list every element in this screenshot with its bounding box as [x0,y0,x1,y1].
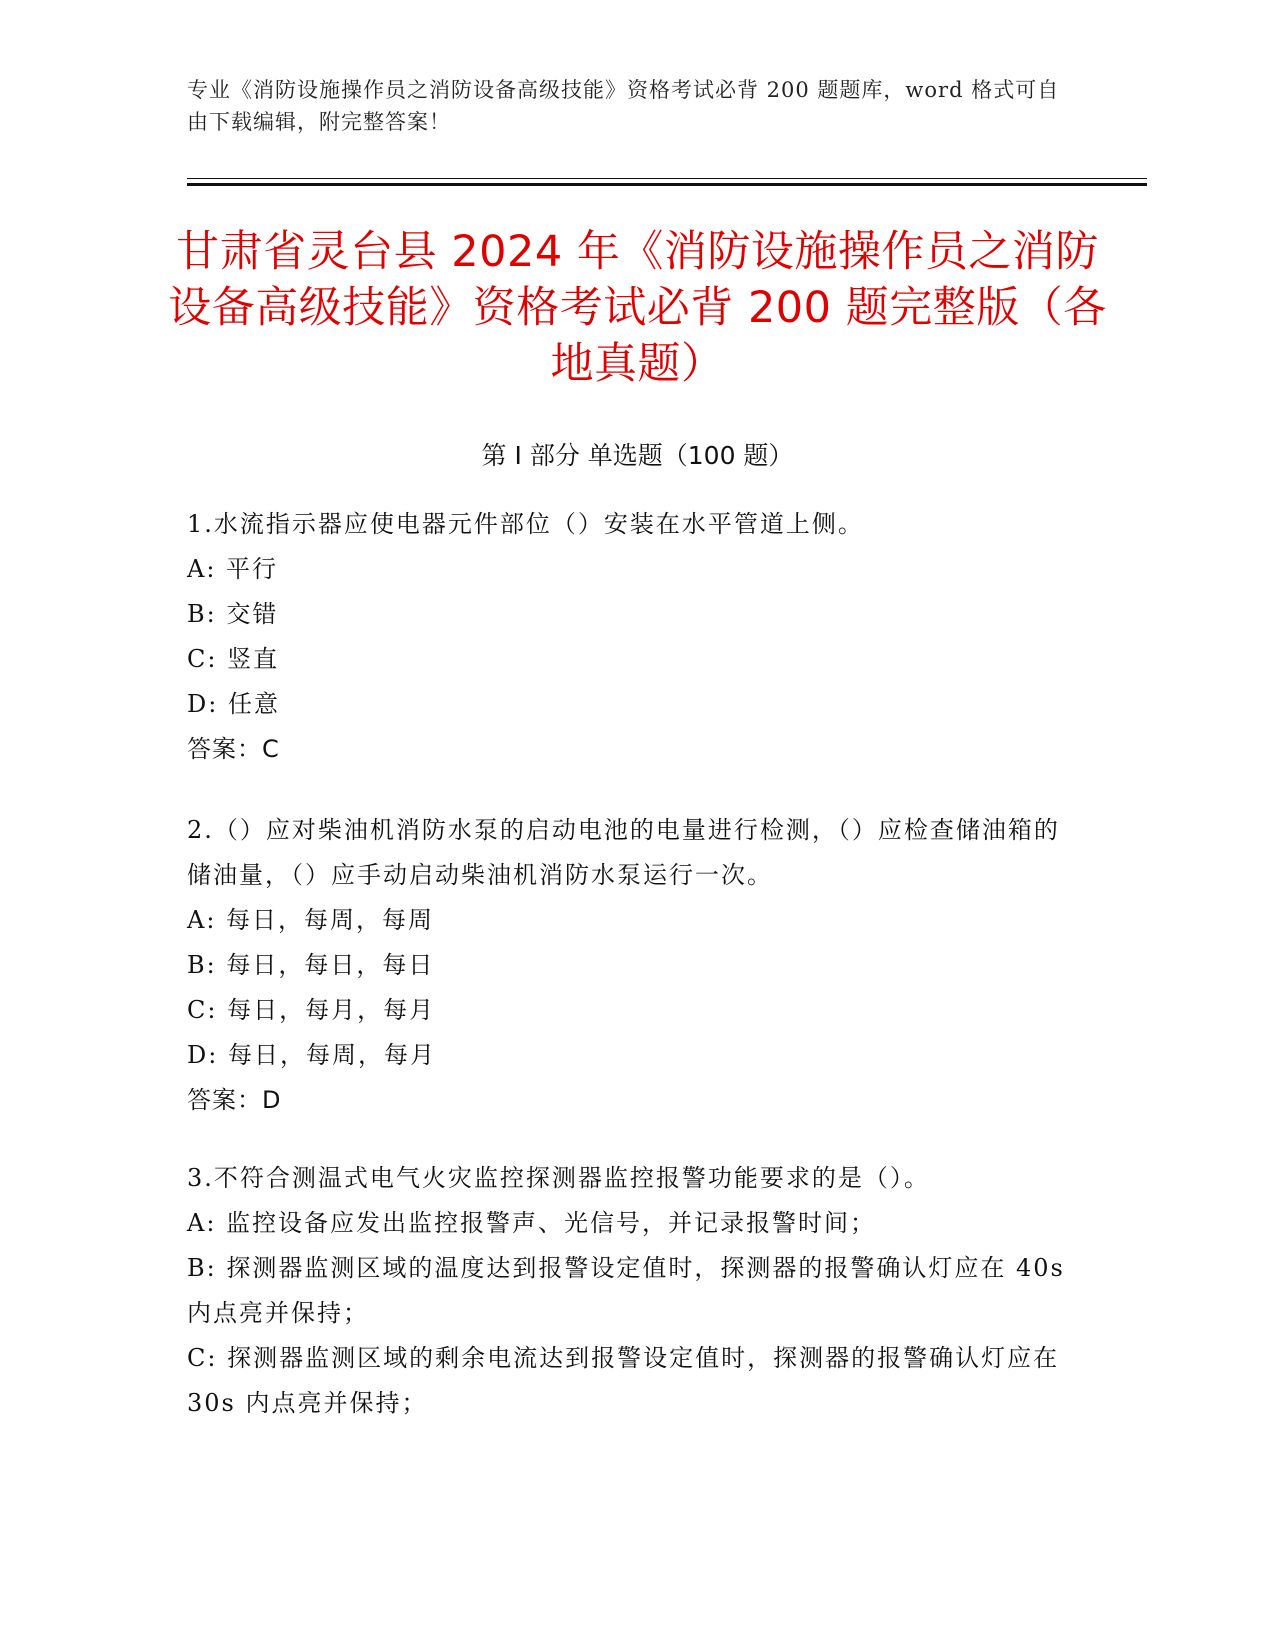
question-1 [187,502,1077,772]
answer: 答案：C [187,735,280,763]
header-rule-thin [187,178,1147,179]
document-title: 甘肃省灵台县 2024 年《消防设施操作员之消防设备高级技能》资格考试必背 200 题完整版（各地真题） [168,227,1107,389]
answer: 答案：D [187,1086,282,1114]
header-note: 专业《消防设施操作员之消防设备高级技能》资格考试必背 200 题题库，word 格式可自由下载编辑，附完整答案！ [187,78,1060,134]
option-a: A: 监控设备应发出监控报警声、光信号，并记录报警时间； [187,1209,877,1237]
section-heading: 第 I 部分 单选题（100 题） [481,441,794,470]
option-c: C: 探测器监测区域的剩余电流达到报警设定值时，探测器的报警确认灯应在 30s 内点亮并保持； [187,1344,1060,1417]
question-stem: 1.水流指示器应使电器元件部位（）安装在水平管道上侧。 [187,510,864,538]
option-a: A: 平行 [187,555,279,583]
option-b: B: 探测器监测区域的温度达到报警设定值时，探测器的报警确认灯应在 40s 内点亮并保持； [187,1254,1065,1327]
option-c: C: 竖直 [187,645,280,673]
option-a: A: 每日，每周，每周 [187,906,435,934]
question-stem: 2.（）应对柴油机消防水泵的启动电池的电量进行检测，（）应检查储油箱的储油量，（）应手动启动柴油机消防水泵运行一次。 [187,816,1060,889]
option-d: D: 任意 [187,690,280,718]
option-b: B: 交错 [187,600,279,628]
option-d: D: 每日，每周，每月 [187,1041,436,1069]
question-stem: 3.不符合测温式电气火灾监控探测器监控报警功能要求的是（）。 [187,1164,930,1192]
header-rule-thick [187,183,1147,186]
question-2 [187,808,1077,1123]
option-c: C: 每日，每月，每月 [187,996,436,1024]
option-b: B: 每日，每日，每日 [187,951,435,979]
question-3 [187,1156,1077,1426]
